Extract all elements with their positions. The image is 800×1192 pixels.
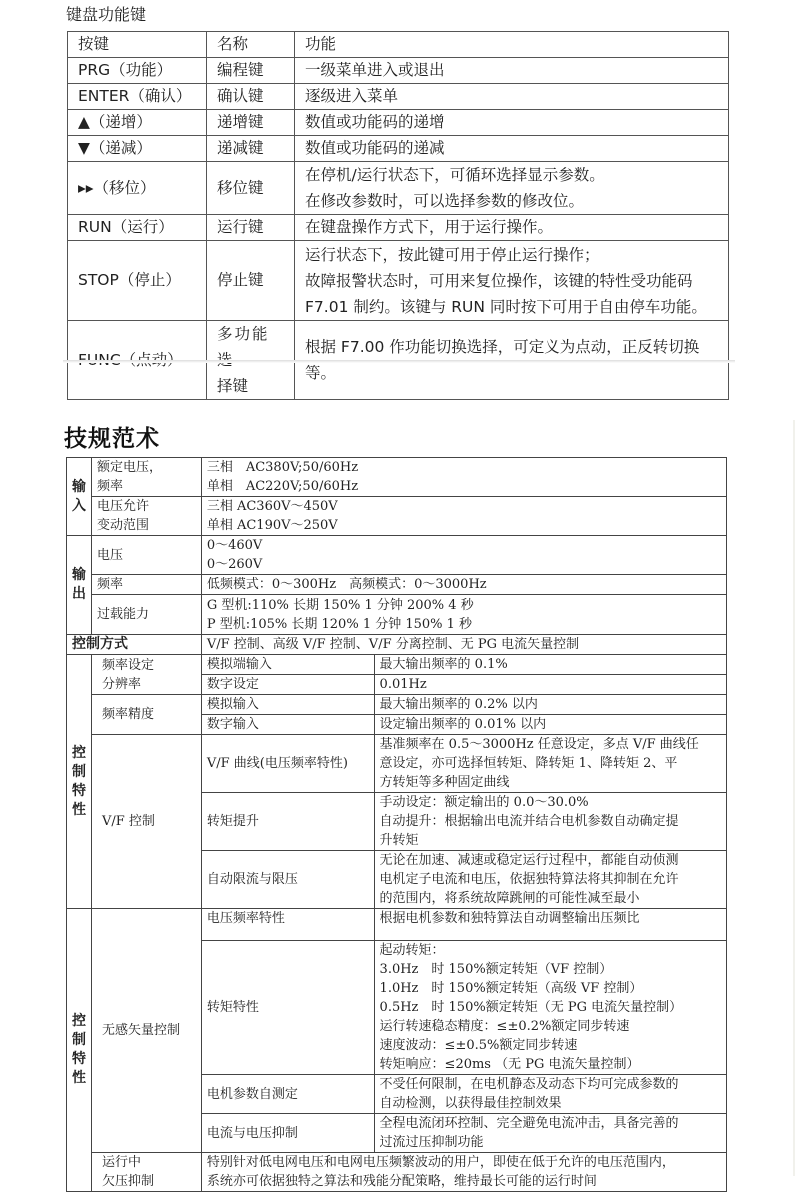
- function-cell: 数值或功能码的递减: [295, 136, 729, 162]
- table-row: [68, 215, 729, 241]
- function-cell: [295, 241, 729, 321]
- spec-label: 过载能力: [91, 595, 201, 635]
- keypad-section-title: 键盘功能键: [66, 5, 147, 24]
- spec-value: [374, 735, 726, 793]
- value-line: 无论在加速、减速或稳定运行过程中，都能自动侦测: [379, 853, 679, 868]
- spec-sublabel: 数字设定: [201, 675, 374, 695]
- value-line: 转矩响应：≤20ms （无 PG 电流矢量控制）: [379, 1057, 640, 1072]
- value-line: 系统亦可依据独特之算法和残能分配策略，维持最长可能的运行时间: [206, 1174, 597, 1189]
- value-line: 基准频率在 0.5～3000Hz 任意设定，多点 V/F 曲线任: [379, 737, 699, 752]
- value-line: 特别针对低电网电压和电网电压频繁波动的用户，即使在低于允许的电压范围内，: [206, 1155, 675, 1170]
- header-name: 名称: [207, 32, 295, 58]
- value-line: 电机定子电流和电压，依据独特算法将其抑制在允许: [379, 872, 679, 887]
- spec-value: [374, 851, 726, 909]
- group-char: 入: [71, 497, 86, 514]
- spec-value: V/F 控制、高级 V/F 控制、V/F 分离控制、无 PG 电流矢量控制: [201, 635, 726, 655]
- table-row: [68, 136, 729, 162]
- spec-value: [374, 793, 726, 851]
- spec-sublabel: 模拟端输入: [201, 655, 374, 675]
- function-line: 在修改参数时，可以选择参数的修改位。: [305, 192, 585, 210]
- value-line: 自动提升：根据输出电流并结合电机参数自动确定提: [379, 814, 679, 829]
- name-line: 择键: [217, 377, 249, 395]
- spec-row: [67, 595, 727, 635]
- group-char: 制: [71, 1032, 86, 1048]
- key-cell: RUN（运行）: [68, 215, 207, 241]
- name-cell: 递减键: [207, 136, 295, 162]
- function-line: 根据 F7.00 作功能切换选择，可定义为点动，正反转切换: [305, 338, 700, 356]
- value-line: 不受任何限制，在电机静态及动态下均可完成参数的: [379, 1077, 679, 1092]
- spec-value: 设定输出频率的 0.01% 以内: [374, 715, 726, 735]
- spec-row: [67, 536, 727, 575]
- label-line: 运行中: [101, 1155, 141, 1170]
- spec-sublabel: V/F 曲线(电压频率特性): [201, 735, 374, 793]
- value-line: 0.5Hz 时 150%额定转矩（无 PG 电流矢量控制）: [379, 1000, 683, 1015]
- spec-value: [374, 1114, 726, 1153]
- spec-row: [67, 735, 727, 793]
- spec-label: 电压: [91, 536, 201, 575]
- spec-value: [374, 1075, 726, 1114]
- spec-value: 低频模式：0～300Hz 高频模式：0～3000Hz: [201, 575, 726, 595]
- name-line: 多功能: [217, 325, 270, 343]
- name-cell: 移位键: [207, 162, 295, 215]
- spec-row: [67, 458, 727, 497]
- function-cell: [295, 162, 729, 215]
- value-line: 运行转速稳态精度：≤±0.2%额定同步转速: [379, 1019, 630, 1034]
- label-line: 额定电压，: [96, 460, 162, 475]
- spec-sublabel: 模拟输入: [201, 695, 374, 715]
- spec-row: [67, 695, 727, 715]
- group-label-control-2: [67, 909, 92, 1192]
- spec-value: [201, 1153, 726, 1192]
- spec-sublabel: 数字输入: [201, 715, 374, 735]
- key-cell: ▲（递增）: [68, 110, 207, 136]
- table-shadow: [63, 360, 735, 363]
- table-header-row: [68, 32, 729, 58]
- group-char: 特: [71, 1051, 86, 1067]
- key-cell: PRG（功能）: [68, 58, 207, 84]
- group-label-control-1: [67, 655, 92, 909]
- value-line: 的范围内，将系统故障跳闸的可能性减至最小: [379, 891, 640, 906]
- page-edge-divider: [793, 420, 795, 1176]
- name-cell: 确认键: [207, 84, 295, 110]
- table-row: [68, 84, 729, 110]
- spec-table: [66, 457, 727, 1192]
- spec-sublabel: 转矩特性: [201, 941, 374, 1075]
- spec-row: [67, 1153, 727, 1192]
- group-char: 制: [71, 763, 86, 780]
- spec-label: 频率: [91, 575, 201, 595]
- spec-label: V/F 控制: [91, 735, 201, 909]
- spec-value: 0.01Hz: [374, 675, 726, 695]
- group-char: 性: [71, 801, 86, 818]
- table-row: [68, 241, 729, 321]
- spec-label: 无感矢量控制: [91, 909, 201, 1153]
- spec-label: [91, 497, 201, 536]
- key-cell: ENTER（确认）: [68, 84, 207, 110]
- spec-value: [374, 941, 726, 1075]
- value-line: G 型机:110% 长期 150% 1 分钟 200% 4 秒: [206, 597, 474, 613]
- table-row: [68, 110, 729, 136]
- spec-sublabel: 电机参数自测定: [201, 1075, 374, 1114]
- name-cell: 编程键: [207, 58, 295, 84]
- spec-row: [67, 655, 727, 675]
- spec-value: [201, 595, 726, 635]
- spec-label: [91, 1153, 201, 1192]
- key-cell: STOP（停止）: [68, 241, 207, 321]
- function-line: 等。: [305, 364, 337, 382]
- spec-label-control-mode: 控制方式: [67, 635, 202, 655]
- value-line: 0～260V: [206, 557, 263, 572]
- group-char: 特: [71, 782, 86, 799]
- spec-value: 最大输出频率的 0.1%: [374, 655, 726, 675]
- spec-label: 频率精度: [91, 695, 201, 735]
- table-row: [68, 58, 729, 84]
- value-line: 过流过压抑制功能: [379, 1135, 484, 1150]
- value-line: 3.0Hz 时 150%额定转矩（VF 控制）: [379, 962, 613, 977]
- spec-sublabel: 电流与电压抑制: [201, 1114, 374, 1153]
- value-line: 三相 AC380V;50/60Hz: [206, 460, 359, 475]
- spec-sublabel: 自动限流与限压: [201, 851, 374, 909]
- value-line: 三相 AC360V～450V: [206, 499, 338, 514]
- group-char: 输: [71, 478, 86, 495]
- group-char: 控: [71, 1013, 86, 1029]
- header-key: 按键: [68, 32, 207, 58]
- spec-value: [201, 536, 726, 575]
- group-char: 输: [71, 567, 86, 583]
- label-line: 变动范围: [96, 518, 149, 533]
- value-line: 1.0Hz 时 150%额定转矩（高级 VF 控制）: [379, 981, 643, 996]
- spec-row: [67, 497, 727, 536]
- label-line: 频率: [96, 479, 123, 494]
- group-char: 控: [71, 744, 86, 761]
- value-line: 升转矩: [379, 833, 419, 848]
- function-line: 在停机/运行状态下，可循环选择显示参数。: [305, 166, 605, 184]
- name-cell: 停止键: [207, 241, 295, 321]
- label-line: 电压允许: [96, 499, 149, 514]
- spec-row: [67, 635, 727, 655]
- keypad-table: [67, 31, 729, 400]
- value-line: 速度波动：≤±0.5%额定同步转速: [379, 1038, 578, 1053]
- spec-value: [201, 458, 726, 497]
- value-line: 单相 AC190V～250V: [206, 518, 338, 533]
- spec-value: 根据电机参数和独特算法自动调整输出压频比: [374, 909, 726, 941]
- spec-value: 最大输出频率的 0.2% 以内: [374, 695, 726, 715]
- function-cell: 在键盘操作方式下，用于运行操作。: [295, 215, 729, 241]
- function-cell: 一级菜单进入或退出: [295, 58, 729, 84]
- value-line: 全程电流闭环控制、完全避免电流冲击，具备完善的: [379, 1116, 679, 1131]
- spec-section-title: 技规范术: [64, 426, 160, 452]
- group-char: 性: [71, 1070, 86, 1086]
- value-line: 0～460V: [206, 538, 263, 553]
- spec-row: [67, 575, 727, 595]
- value-line: 手动设定：额定输出的 0.0～30.0%: [379, 795, 589, 810]
- name-cell: 运行键: [207, 215, 295, 241]
- function-line: 运行状态下，按此键可用于停止运行操作；: [305, 245, 600, 264]
- function-cell: 逐级进入菜单: [295, 84, 729, 110]
- spec-value: [201, 497, 726, 536]
- spec-sublabel: 转矩提升: [201, 793, 374, 851]
- spec-label: [91, 458, 201, 497]
- spec-sublabel: 电压频率特性: [201, 909, 374, 941]
- header-function: 功能: [295, 32, 729, 58]
- value-line: 自动检测，以获得最佳控制效果: [379, 1096, 562, 1111]
- value-line: 方转矩等多种固定曲线: [379, 775, 510, 790]
- label-line: 频率设定: [101, 657, 154, 673]
- function-line: F7.01 制约。该键与 RUN 同时按下可用于自由停车功能。: [305, 297, 707, 316]
- value-line: P 型机:105% 长期 120% 1 分钟 150% 1 秒: [206, 616, 473, 632]
- value-line: 意设定，亦可选择恒转矩、降转矩 1、降转矩 2、平: [379, 756, 678, 771]
- value-line: 单相 AC220V;50/60Hz: [206, 479, 359, 494]
- key-cell: ▼（递减）: [68, 136, 207, 162]
- label-line: 分辨率: [101, 676, 141, 692]
- spec-row: [67, 909, 727, 941]
- spec-label: [91, 655, 201, 695]
- function-cell: 数值或功能码的递增: [295, 110, 729, 136]
- name-cell: 递增键: [207, 110, 295, 136]
- group-label-output: [67, 536, 92, 635]
- label-line: 欠压抑制: [101, 1174, 154, 1189]
- value-line: 起动转矩：: [379, 943, 445, 958]
- group-char: 出: [71, 586, 86, 602]
- function-line: 故障报警状态时，可用来复位操作，该键的特性受功能码: [305, 271, 693, 290]
- key-cell: ▸▸（移位）: [68, 162, 207, 215]
- group-label-input: [67, 458, 92, 536]
- table-row: [68, 162, 729, 215]
